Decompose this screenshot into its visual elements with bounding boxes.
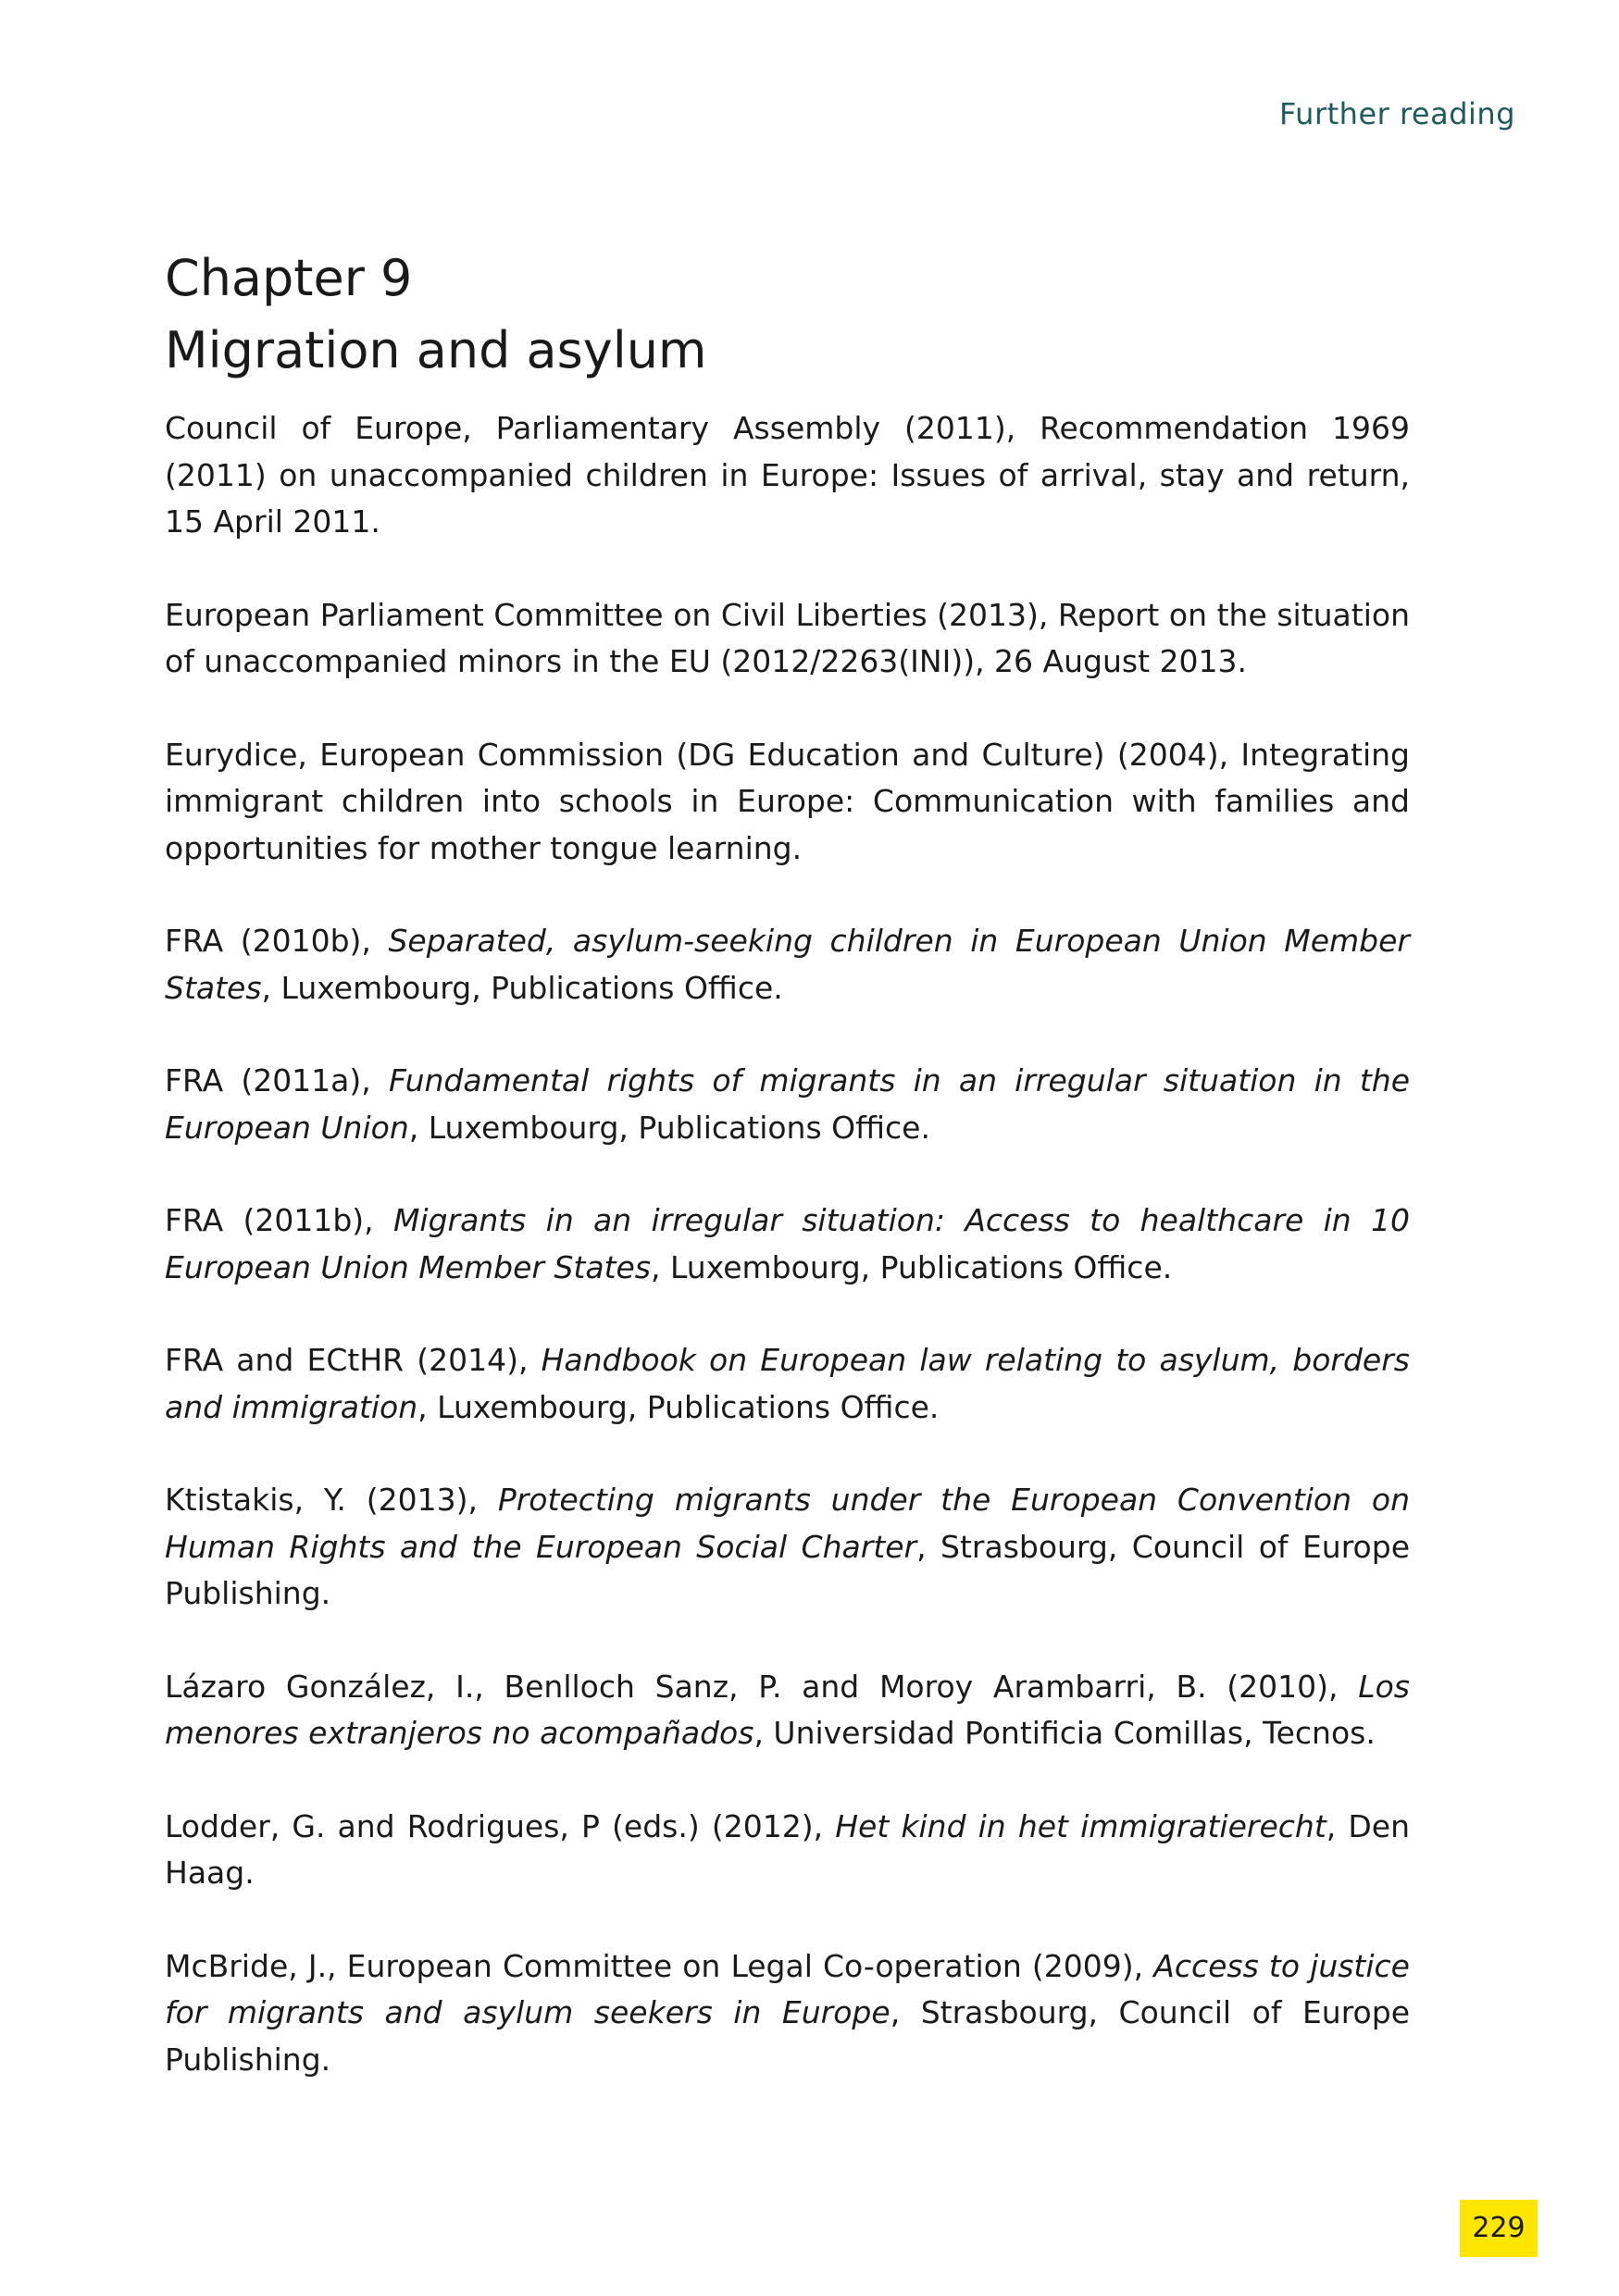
reference-item: [165, 732, 1410, 873]
chapter-number: Chapter 9: [165, 249, 413, 307]
reference-item: [165, 1337, 1410, 1431]
reference-text: European Parliament Committee on Civil Liberties (2013), Report on the situation of unaccompanied minors in the EU (2012/2263(INI)), 26 August 2013.: [165, 596, 1410, 679]
reference-text: FRA (2010b),: [165, 923, 389, 959]
reference-details: , Strasbourg, Council of Europe Publishing.: [165, 1994, 1410, 2078]
reference-text: FRA (2011b),: [165, 1202, 393, 1238]
reference-details: , Luxembourg, Publications Office.: [408, 1109, 930, 1146]
reference-item: [165, 1058, 1410, 1151]
reference-details: , Den Haag.: [165, 1807, 1411, 1891]
reference-text: FRA and ECtHR (2014),: [165, 1342, 542, 1378]
page-number-badge: 229: [1460, 2200, 1538, 2257]
reference-title: Access to justice for migrants and asylum seekers in Europe: [165, 1947, 1410, 2030]
reference-details: , Luxembourg, Publications Office.: [261, 969, 783, 1006]
reference-text: Lázaro González, I., Benlloch Sanz, P. and Moroy Arambarri, B. (2010),: [165, 1668, 1359, 1705]
reference-item: [165, 405, 1410, 546]
reference-details: , Universidad Pontificia Comillas, Tecnos.: [753, 1715, 1376, 1751]
reference-item: [165, 592, 1410, 686]
reference-title: Separated, asylum-seeking children in European Union Member States: [165, 923, 1410, 1006]
reference-item: [165, 918, 1410, 1011]
reference-list: [165, 405, 1410, 2083]
reference-text: McBride, J., European Committee on Legal Co-operation (2009),: [165, 1947, 1154, 1984]
reference-item: [165, 1477, 1410, 1618]
reference-details: , Strasbourg, Council of Europe Publishing.: [165, 1528, 1410, 1611]
reference-text: Lodder, G. and Rodrigues, P (eds.) (2012),: [165, 1807, 836, 1844]
chapter-heading: [165, 242, 1410, 387]
reference-item: [165, 1804, 1410, 1897]
chapter-title: Migration and asylum: [165, 321, 707, 379]
reference-details: , Luxembourg, Publications Office.: [417, 1388, 940, 1425]
reference-text: FRA (2011a),: [165, 1062, 389, 1098]
reference-title: Migrants in an irregular situation: Access to healthcare in 10 European Union Member States: [165, 1202, 1411, 1285]
reference-title: Handbook on European law relating to asylum, borders and immigration: [165, 1342, 1410, 1425]
reference-title: Het kind in het immigratierecht: [835, 1807, 1326, 1844]
reference-item: [165, 1198, 1410, 1291]
reference-title: Los menores extranjeros no acompañados: [165, 1668, 1410, 1751]
reference-item: [165, 1664, 1410, 1757]
reference-item: [165, 1943, 1410, 2084]
reference-title: Fundamental rights of migrants in an irregular situation in the European Union: [165, 1062, 1410, 1146]
reference-text: Eurydice, European Commission (DG Education and Culture) (2004), Integrating immigrant children into schools in Europe: Communication with families and opportunities for mother tongue learning.: [165, 736, 1410, 866]
running-header: Further reading: [1279, 96, 1515, 131]
reference-text: Council of Europe, Parliamentary Assembly (2011), Recommendation 1969 (2011) on unaccompanied children in Europe: Issues of arrival, stay and return, 15 April 2011.: [165, 410, 1410, 540]
main-content: [165, 242, 1410, 2129]
reference-details: , Luxembourg, Publications Office.: [651, 1248, 1173, 1285]
reference-text: Ktistakis, Y. (2013),: [165, 1482, 498, 1518]
reference-title: Protecting migrants under the European Convention on Human Rights and the European Social Charter: [165, 1482, 1411, 1565]
